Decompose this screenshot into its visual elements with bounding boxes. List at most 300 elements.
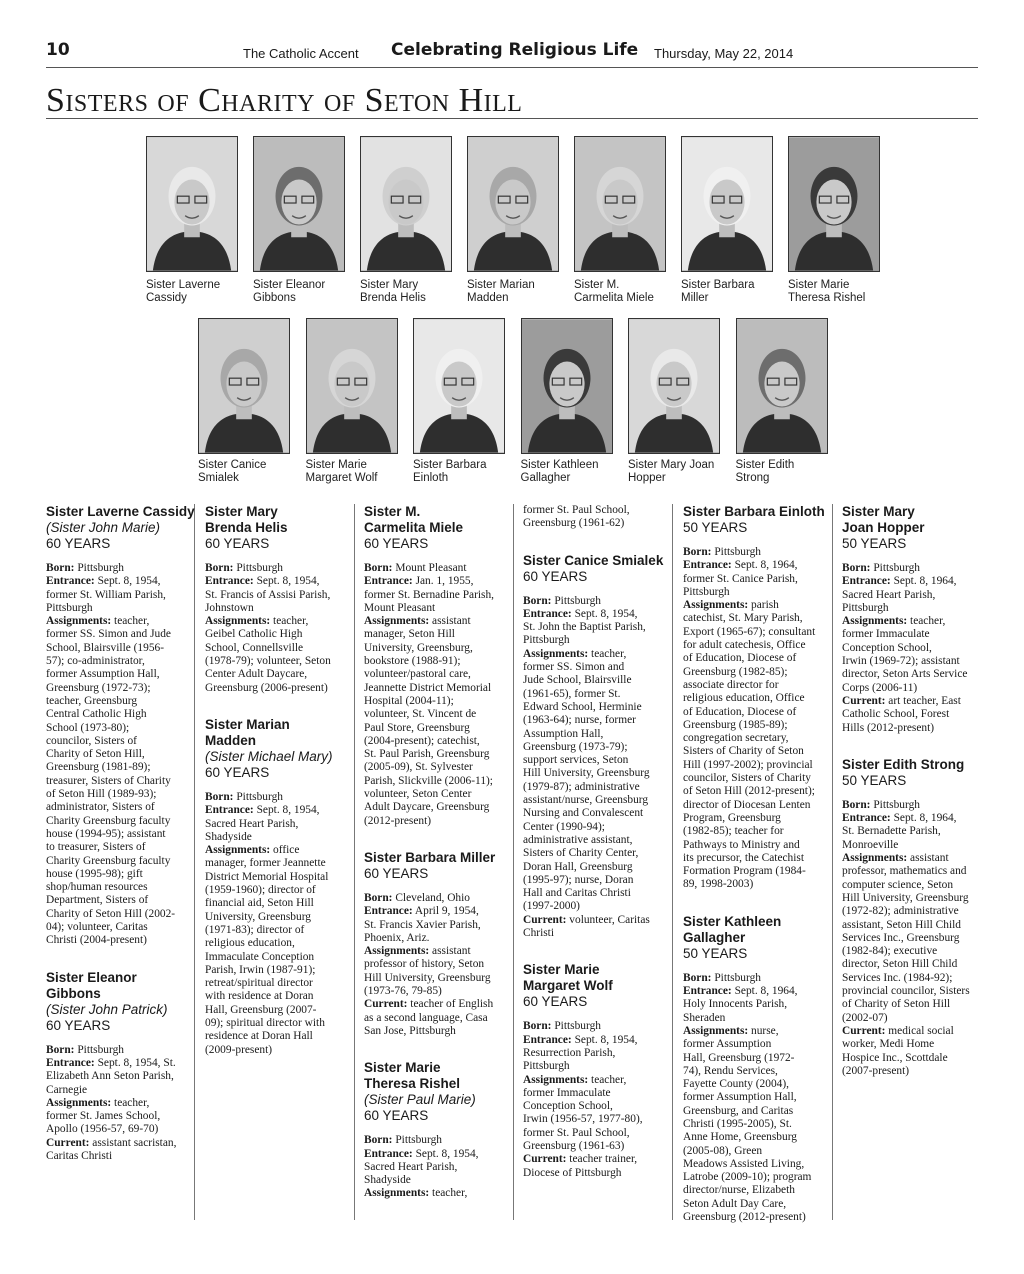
bio-line xyxy=(842,985,992,998)
bio-text: Sept. 8, 1954, xyxy=(571,1033,638,1046)
caption-line: Hopper xyxy=(628,472,666,484)
bio-text: assistant xyxy=(429,615,471,628)
bio-text: support services, Seton xyxy=(523,754,629,767)
bio-line xyxy=(364,1174,514,1187)
bio-line xyxy=(842,1025,992,1038)
bio-text: director, Seton Hill Child xyxy=(842,958,958,971)
bio-line xyxy=(683,732,833,745)
bio-text: retreat/spiritual director xyxy=(205,977,313,990)
bio-text: teacher, xyxy=(588,647,627,660)
bio-text: Pittsburgh xyxy=(870,562,920,574)
bio-text: Sept. 8, 1954, xyxy=(253,804,320,817)
bio-text: nurse, xyxy=(748,1024,779,1037)
bio-line xyxy=(46,1137,196,1150)
photo-caption xyxy=(681,279,791,305)
bio-text: former St. William Parish, xyxy=(46,588,166,601)
bio-line xyxy=(364,722,514,735)
bio-line xyxy=(683,706,833,719)
photo-caption xyxy=(253,279,363,305)
bio-line xyxy=(364,1148,514,1161)
bio-line xyxy=(364,932,514,945)
bio-text: Pittsburgh xyxy=(233,562,283,574)
bio-line xyxy=(205,897,355,910)
bio-line xyxy=(205,977,355,990)
bio-text: volunteer, St. Vincent de xyxy=(364,708,477,721)
bio-line xyxy=(46,1084,196,1097)
bio-line xyxy=(683,639,833,652)
caption-line: Sister Kathleen xyxy=(520,459,599,471)
bio-line xyxy=(683,1065,833,1078)
bio-label: Entrance: xyxy=(842,575,891,588)
bio-text: Apollo (1956-57, 69-70) xyxy=(46,1123,159,1136)
bio-label: Entrance: xyxy=(46,1056,95,1069)
bio-line xyxy=(46,1070,196,1083)
bio-line xyxy=(683,1052,833,1065)
bio-text: teacher trainer, xyxy=(566,1153,638,1166)
caption-line: Sister Mary Joan xyxy=(628,459,715,471)
bio-line xyxy=(364,1012,514,1025)
bio-text: Pittsburgh xyxy=(711,971,761,984)
bio-text: School (1973-80); xyxy=(46,721,130,734)
bio-text: Jeannette District Memorial xyxy=(364,681,492,694)
sister-name: Sister Mary xyxy=(842,504,915,519)
bio-line xyxy=(364,1134,514,1147)
bio-line xyxy=(842,945,992,958)
bio-text: (1961-65), former St. xyxy=(523,687,621,700)
bio-line xyxy=(842,1038,992,1051)
bio-line xyxy=(46,828,196,841)
bio-label: Born: xyxy=(842,798,871,811)
bio-text: Sept. 8, 1964, xyxy=(731,985,798,998)
caption-line: Madden xyxy=(467,292,509,304)
bio-line xyxy=(523,728,673,741)
bio-text: 57); co-administrator, xyxy=(46,655,145,668)
bio-line xyxy=(842,919,992,932)
bio-text: Catholic School, Forest xyxy=(842,708,950,721)
bio-text: house (1994-95); assistant xyxy=(46,827,166,840)
religious-name: (Sister Paul Marie) xyxy=(364,1092,476,1108)
bio-line xyxy=(683,865,833,878)
bio-text: St. John the Baptist Parish, xyxy=(523,621,646,634)
bio-line xyxy=(205,818,355,831)
bio-label: Entrance: xyxy=(364,1147,413,1160)
bio-label: Current: xyxy=(842,694,886,707)
bio-label: Assignments: xyxy=(523,1073,589,1086)
caption-line: Gallagher xyxy=(520,472,571,484)
portrait-silhouette-icon xyxy=(361,137,451,271)
bio-label: Born: xyxy=(46,1043,75,1056)
bio-text: St. Paul Parish, Greensburg xyxy=(364,748,490,761)
bio-text: Greensburg (2006-present) xyxy=(205,681,328,694)
bio-text: of Education, Diocese of xyxy=(683,705,797,718)
bio-line xyxy=(46,655,196,668)
bio-text: director, Seton Arts Service xyxy=(842,668,968,681)
years-badge: 60 YEARS xyxy=(46,1017,111,1033)
bio-text: assistant/nurse, Greensburg xyxy=(523,794,649,807)
years-badge: 60 YEARS xyxy=(364,536,429,551)
bio-line xyxy=(46,894,196,907)
bio-text: Immaculate Conception xyxy=(205,950,315,963)
article-column xyxy=(523,504,673,1202)
bio-line xyxy=(683,825,833,838)
caption-line: Margaret Wolf xyxy=(305,472,378,484)
portrait-silhouette-icon xyxy=(575,137,665,271)
bio-text: Johnstown xyxy=(205,601,254,614)
bio-text: Doran Hall, Greensburg xyxy=(523,860,633,873)
bio-text: (2009-present) xyxy=(205,1043,273,1056)
bio-text: Hall and Caritas Christi xyxy=(523,887,631,900)
bio-line xyxy=(683,546,833,559)
bio-label: Current: xyxy=(523,1153,567,1166)
photo-caption xyxy=(467,279,577,305)
photo-caption xyxy=(198,459,308,485)
bio-text: St. Bernadette Parish, xyxy=(842,825,941,838)
bio-text: St. Francis Xavier Parish, xyxy=(364,918,481,931)
bio-label: Assignments: xyxy=(842,852,908,865)
bio-text: (1982-85); teacher for xyxy=(683,825,784,838)
bio-line xyxy=(46,562,196,575)
bio-line xyxy=(205,668,355,681)
bio-text: (2004-present); catechist, xyxy=(364,734,480,747)
years-badge: 50 YEARS xyxy=(842,772,907,788)
bio-line xyxy=(364,602,514,615)
bio-line xyxy=(205,951,355,964)
bio-line xyxy=(364,575,514,588)
bio-text: Hills (2012-present) xyxy=(842,721,935,734)
years-badge: 50 YEARS xyxy=(683,520,748,535)
portrait-silhouette-icon xyxy=(199,319,289,453)
bio-text: for adult catechesis, Office xyxy=(683,639,806,652)
bio-text: medical social xyxy=(885,1024,954,1037)
bio-text: Charity of Seton Hill (2002- xyxy=(46,907,176,920)
bio-text: Paul Store, Greensburg xyxy=(364,721,470,734)
bio-line xyxy=(46,748,196,761)
bio-text: former St. Paul School, xyxy=(523,504,630,516)
years-badge: 50 YEARS xyxy=(683,945,748,961)
bio-line xyxy=(46,1057,196,1070)
bio-line xyxy=(46,801,196,814)
portrait-silhouette-icon xyxy=(254,137,344,271)
bio-text: former SS. Simon and Jude xyxy=(46,628,171,641)
bio-text: assistant xyxy=(907,852,949,865)
bio-line xyxy=(683,679,833,692)
bio-text: (1972-82); administrative xyxy=(842,905,959,918)
bio-text: professor, mathematics and xyxy=(842,865,967,878)
sister-name: Madden xyxy=(205,732,257,748)
bio-line xyxy=(205,1017,355,1030)
bio-text: Assumption Hall, xyxy=(523,727,604,740)
sister-name: Sister Barbara Miller xyxy=(364,849,496,865)
bio-text: Hospital (2004-11); xyxy=(364,694,454,707)
bio-line xyxy=(842,972,992,985)
sister-name: Sister Marian xyxy=(205,716,290,732)
bio-line xyxy=(364,788,514,801)
bio-line xyxy=(205,804,355,817)
bio-label: Entrance: xyxy=(205,804,254,817)
sister-entry xyxy=(683,914,833,1225)
caption-line: Smialek xyxy=(198,472,239,484)
bio-line xyxy=(364,985,514,998)
bio-text: Sept. 8, 1954, St. xyxy=(94,1056,176,1069)
bio-text: Sept. 8, 1964, xyxy=(890,812,957,825)
bio-line xyxy=(205,615,355,628)
sister-photo xyxy=(306,318,398,454)
bio-line xyxy=(683,1184,833,1197)
bio-line xyxy=(683,1158,833,1171)
bio-text: Carnegie xyxy=(46,1083,88,1096)
sister-photo xyxy=(628,318,720,454)
bio-line xyxy=(523,834,673,847)
bio-line xyxy=(364,562,514,575)
years-badge: 60 YEARS xyxy=(523,568,588,584)
sister-name: Sister Edith Strong xyxy=(842,756,965,772)
bio-line xyxy=(523,517,673,530)
bio-text: Greensburg (1981-89); xyxy=(46,761,151,774)
bio-text: former Immaculate xyxy=(842,628,930,641)
bio-line xyxy=(364,958,514,971)
bio-text: Monroeville xyxy=(842,838,899,851)
bio-text: Center Adult Daycare, xyxy=(205,668,308,681)
bio-text: provincial councilor, Sisters xyxy=(842,985,970,998)
bio-line xyxy=(46,722,196,735)
bio-line xyxy=(364,998,514,1011)
article-column xyxy=(683,504,833,1246)
bio-line xyxy=(46,1044,196,1057)
bio-text: art teacher, East xyxy=(885,694,961,707)
bio-line xyxy=(683,852,833,865)
bio-text: Pittsburgh xyxy=(523,634,570,647)
bio-label: Entrance: xyxy=(364,575,413,588)
bio-text: University, Greensburg, xyxy=(364,641,473,654)
bio-line xyxy=(523,1060,673,1073)
bio-label: Born: xyxy=(46,562,75,574)
bio-line xyxy=(46,575,196,588)
sister-photo xyxy=(681,136,773,272)
bio-line xyxy=(205,682,355,695)
bio-text: (1963-64); nurse, former xyxy=(523,714,636,727)
bio-text: volunteer, Seton Center xyxy=(364,788,472,801)
bio-text: Sheraden xyxy=(683,1011,726,1024)
bio-text: teacher, xyxy=(111,615,150,628)
portrait-silhouette-icon xyxy=(147,137,237,271)
bio-line xyxy=(205,655,355,668)
bio-line xyxy=(842,602,992,615)
bio-line xyxy=(46,788,196,801)
bio-label: Current: xyxy=(46,1136,90,1149)
bio-line xyxy=(523,861,673,874)
bio-line xyxy=(46,868,196,881)
article-column xyxy=(46,504,196,1185)
bio-text: Department, Sisters of xyxy=(46,894,149,907)
bio-line xyxy=(205,1004,355,1017)
bio-line xyxy=(683,1038,833,1051)
bio-text: assistant xyxy=(429,945,471,958)
page-title: Sisters of Charity of Seton Hill xyxy=(46,82,523,119)
bio-line xyxy=(364,655,514,668)
portrait-silhouette-icon xyxy=(629,319,719,453)
sister-name: Brenda Helis xyxy=(205,520,288,535)
photo-caption xyxy=(306,459,416,485)
caption-line: Sister Marian xyxy=(467,279,535,291)
bio-line xyxy=(842,879,992,892)
sister-name: Sister Kathleen xyxy=(683,913,782,929)
bio-text: its precursor, the Catechist xyxy=(683,851,805,864)
sister-entry xyxy=(46,970,196,1164)
bio-text: with residence at Doran xyxy=(205,990,314,1003)
bio-line xyxy=(205,844,355,857)
bio-line xyxy=(842,708,992,721)
bio-line xyxy=(523,1074,673,1087)
bio-line xyxy=(523,674,673,687)
bio-label: Assignments: xyxy=(46,615,112,628)
bio-line xyxy=(205,589,355,602)
caption-line: Sister Canice xyxy=(198,459,267,471)
bio-text: teacher, Greensburg xyxy=(46,694,138,707)
bio-text: teacher, xyxy=(111,1096,150,1109)
bio-text: congregation secretary, xyxy=(683,732,789,745)
bio-text: of Charity of Seton Hill xyxy=(842,998,951,1011)
bio-text: professor of history, Seton xyxy=(364,958,485,971)
bio-line xyxy=(683,972,833,985)
bio-line xyxy=(683,839,833,852)
caption-line: Strong xyxy=(735,472,770,484)
caption-line: Sister Edith xyxy=(735,459,795,471)
bio-text: Sept. 8, 1964, xyxy=(731,559,798,572)
bio-label: Born: xyxy=(523,1020,552,1033)
bio-line xyxy=(205,562,355,575)
bio-text: Christi (1995-2005), St. xyxy=(683,1117,792,1130)
bio-line xyxy=(364,801,514,814)
portrait-silhouette-icon xyxy=(468,137,558,271)
photo-caption xyxy=(574,279,684,305)
bio-text: administrative assistant, xyxy=(523,833,633,846)
bio-line xyxy=(842,1012,992,1025)
bio-text: director of Diocesan Lenten xyxy=(683,798,811,811)
bio-text: Pittsburgh xyxy=(551,594,601,607)
portrait-silhouette-icon xyxy=(682,137,772,271)
religious-name: (Sister Michael Mary) xyxy=(205,748,333,764)
bio-text: assistant, Seton Hill Child xyxy=(842,918,961,931)
bio-line xyxy=(205,871,355,884)
bio-text: Pittsburgh xyxy=(74,562,124,574)
photo-caption xyxy=(736,459,846,485)
bio-text: teacher, xyxy=(429,1187,468,1200)
sister-name: Sister M. xyxy=(364,504,421,519)
bio-line xyxy=(523,595,673,608)
bio-text: Diocese of Pittsburgh xyxy=(523,1166,622,1179)
bio-line xyxy=(683,878,833,891)
bio-line xyxy=(842,905,992,918)
bio-line xyxy=(842,865,992,878)
bio-line xyxy=(842,575,992,588)
bio-line xyxy=(683,785,833,798)
bio-line xyxy=(523,504,673,517)
bio-label: Entrance: xyxy=(842,812,891,825)
photo-caption xyxy=(521,459,631,485)
sister-photo xyxy=(253,136,345,272)
bio-line xyxy=(205,602,355,615)
bio-line xyxy=(523,741,673,754)
bio-text: worker, Medi Home xyxy=(842,1038,935,1051)
bio-text: teacher of English xyxy=(407,998,494,1011)
bio-line xyxy=(46,761,196,774)
bio-text: Greensburg (1961-62) xyxy=(523,517,625,530)
bio-text: Latrobe (2009-10); program xyxy=(683,1171,812,1184)
bio-line xyxy=(364,628,514,641)
sister-photo xyxy=(574,136,666,272)
bio-text: religious education, xyxy=(205,937,295,950)
bio-line xyxy=(842,615,992,628)
article-column xyxy=(842,504,992,1100)
bio-line xyxy=(364,668,514,681)
sister-name: Sister Marie xyxy=(523,962,600,978)
bio-text: Pittsburgh xyxy=(233,790,283,803)
bio-label: Born: xyxy=(205,562,234,574)
bio-line xyxy=(46,642,196,655)
bio-line xyxy=(523,927,673,940)
bio-text: Pittsburgh xyxy=(523,1060,570,1073)
bio-text: Irwin (1969-72); assistant xyxy=(842,655,960,668)
bio-text: associate director for xyxy=(683,678,779,691)
bio-line xyxy=(523,1153,673,1166)
bio-text: 89, 1998-2003) xyxy=(683,878,754,891)
bio-line xyxy=(523,807,673,820)
bio-text: Central Catholic High xyxy=(46,708,147,721)
bio-text: Resurrection Parish, xyxy=(523,1046,616,1059)
bio-line xyxy=(683,612,833,625)
bio-line xyxy=(842,1065,992,1078)
bio-line xyxy=(205,857,355,870)
bio-line xyxy=(205,1030,355,1043)
bio-line xyxy=(364,1187,514,1200)
bio-text: Parish, Slickville (2006-11); xyxy=(364,774,493,787)
bio-line xyxy=(842,812,992,825)
bio-line xyxy=(46,695,196,708)
bio-line xyxy=(523,1113,673,1126)
bio-label: Assignments: xyxy=(683,1024,749,1037)
sister-name: Sister Barbara Einloth xyxy=(683,504,825,519)
bio-line xyxy=(523,1034,673,1047)
bio-line xyxy=(46,775,196,788)
bio-line xyxy=(842,839,992,852)
caption-line: Gibbons xyxy=(253,292,296,304)
bio-text: Mount Pleasant xyxy=(364,601,436,614)
bio-text: Sept. 8, 1954, xyxy=(253,575,320,588)
bio-text: councilor, Sisters of Charity xyxy=(683,772,811,785)
article-column xyxy=(364,504,514,1223)
bio-line xyxy=(683,1105,833,1118)
bio-text: Geibel Catholic High xyxy=(205,628,303,641)
bio-text: Christi (2004-present) xyxy=(46,934,147,947)
sister-name: Sister Marie xyxy=(364,1060,441,1076)
bio-text: Program, Greensburg xyxy=(683,811,781,824)
bio-text: Holy Innocents Parish, xyxy=(683,998,788,1011)
years-badge: 60 YEARS xyxy=(364,865,429,881)
bio-text: house (1995-98); gift xyxy=(46,867,143,880)
publication-name: The Catholic Accent xyxy=(243,46,359,61)
bio-line xyxy=(683,666,833,679)
bio-text: Adult Daycare, Greensburg xyxy=(364,801,490,814)
bio-line xyxy=(46,682,196,695)
sister-name: Theresa Rishel xyxy=(364,1076,461,1092)
bio-line xyxy=(523,1020,673,1033)
bio-text: St. Francis of Assisi Parish, xyxy=(205,588,331,601)
bio-text: manager, former Jeannette xyxy=(205,857,326,870)
bio-text: to treasurer, Sisters of xyxy=(46,841,146,854)
bio-text: Pittsburgh xyxy=(74,1043,124,1056)
bio-label: Current: xyxy=(842,1024,886,1037)
bio-text: Services Inc., Greensburg xyxy=(842,931,960,944)
